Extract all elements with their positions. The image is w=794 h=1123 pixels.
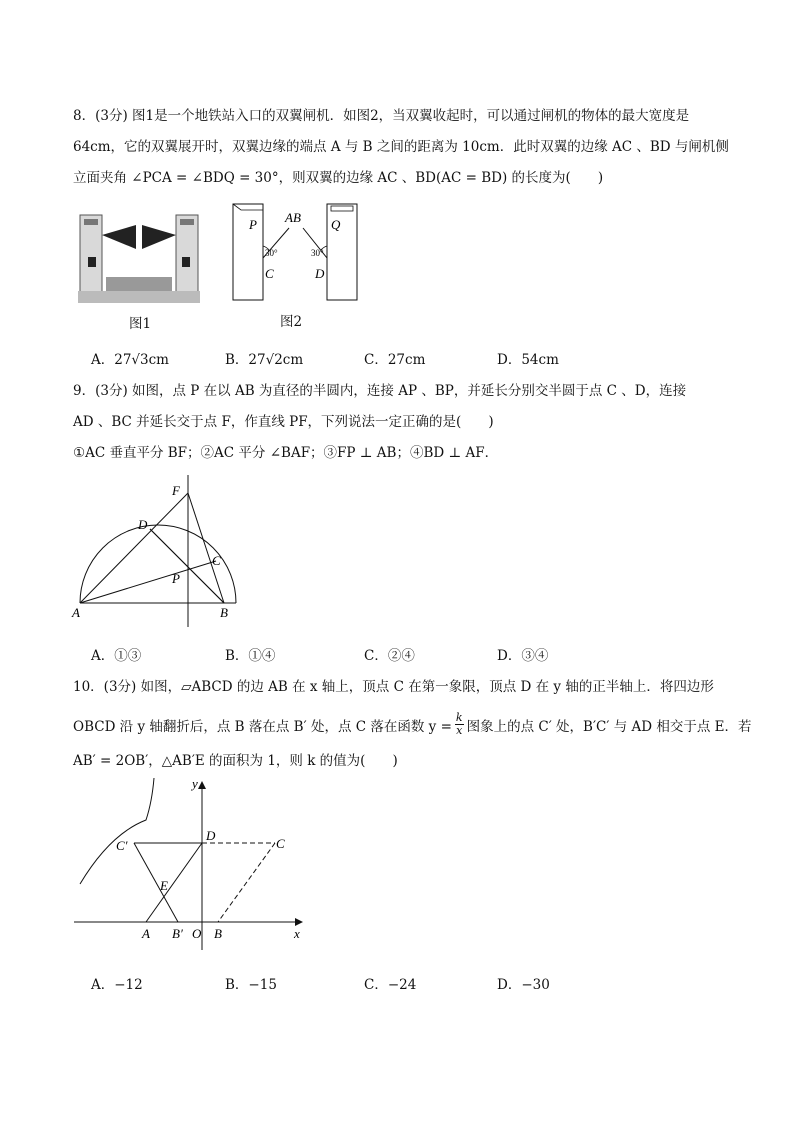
q8-option-c[interactable]: C．27cm xyxy=(364,352,426,368)
q10-fraction xyxy=(455,712,464,737)
q9-line-1: 9．(3分) 如图，点 P 在以 AB 为直径的半圆内，连接 AP 、BP，并延长分别交半圆于点 C 、D，连接 xyxy=(73,383,687,399)
q10-line-3: AB′ = 2OB′，△AB′E 的面积为 1，则 k 的值为( ) xyxy=(73,753,398,769)
fig2-angle-right: 30° xyxy=(311,248,324,258)
q10-figure-coordinate xyxy=(70,772,310,952)
q10-label-c-prime: C′ xyxy=(116,838,128,853)
q8-fig1-caption: 图1 xyxy=(129,316,152,332)
q10-label-o: O xyxy=(192,926,202,941)
q8-fig2-caption: 图2 xyxy=(280,314,303,330)
q10-frac-den: x xyxy=(456,724,463,737)
q9-option-a[interactable]: A．①③ xyxy=(91,648,142,664)
fig2-label-p: P xyxy=(249,217,257,232)
q10-line-1: 10．(3分) 如图，▱ABCD 的边 AB 在 x 轴上，顶点 C 在第一象限，顶点 D 在 y 轴的正半轴上．将四边形 xyxy=(73,679,714,695)
fig2-label-ab: AB xyxy=(285,210,301,225)
q9-line-3: ①AC 垂直平分 BF；②AC 平分 ∠BAF；③FP ⊥ AB；④BD ⊥ AF． xyxy=(73,445,499,461)
q10-label-c: C xyxy=(276,836,285,851)
q10-label-a: A xyxy=(142,926,150,941)
q8-line-2: 64cm，它的双翼展开时，双翼边缘的端点 A 与 B 之间的距离为 10cm．此时双翼的边缘 AC 、BD 与闸机侧 xyxy=(73,139,729,155)
q10-option-c[interactable]: C．−24 xyxy=(364,977,417,993)
q8-option-a[interactable]: A．27√3cm xyxy=(91,352,169,368)
q9-label-d: D xyxy=(138,517,148,532)
q9-figure-semicircle xyxy=(66,475,246,635)
q8-option-b[interactable]: B．27√2cm xyxy=(225,352,304,368)
q9-option-b[interactable]: B．①④ xyxy=(225,648,276,664)
q9-label-b: B xyxy=(220,605,228,620)
q9-label-c: C xyxy=(212,553,221,568)
q8-line-1: 8．(3分) 图1是一个地铁站入口的双翼闸机．如图2，当双翼收起时，可以通过闸机的物体的最大宽度是 xyxy=(73,108,690,124)
q10-line-2 xyxy=(73,712,752,737)
q10-label-d: D xyxy=(206,828,216,843)
q10-label-y: y xyxy=(192,776,198,791)
fig2-label-c: C xyxy=(265,266,274,281)
q9-line-2: AD 、BC 并延长交于点 F，作直线 PF，下列说法一定正确的是( ) xyxy=(73,414,494,430)
q8-option-d[interactable]: D．54cm xyxy=(497,352,559,368)
q9-option-c[interactable]: C．②④ xyxy=(364,648,415,664)
q10-label-e: E xyxy=(160,878,168,893)
fig2-label-q: Q xyxy=(331,217,341,232)
q8-line-3: 立面夹角 ∠PCA = ∠BDQ = 30°，则双翼的边缘 AC 、BD(AC = BD) 的长度为( ) xyxy=(73,170,604,186)
q10-option-d[interactable]: D．−30 xyxy=(497,977,550,993)
q9-option-d[interactable]: D．③④ xyxy=(497,648,549,664)
q10-line-2b: 图象上的点 C′ 处，B′C′ 与 AD 相交于点 E．若 xyxy=(466,718,752,735)
q8-figure-1-photo xyxy=(78,205,200,305)
q9-label-a: A xyxy=(72,605,80,620)
q10-frac-num: k xyxy=(455,711,463,724)
q9-label-p: P xyxy=(172,571,180,586)
q10-option-b[interactable]: B．−15 xyxy=(225,977,277,993)
q10-line-2a: OBCD 沿 y 轴翻折后，点 B 落在点 B′ 处，点 C 落在函数 y = xyxy=(73,718,452,735)
q10-label-b: B xyxy=(214,926,222,941)
q8-figure-2-diagram xyxy=(225,198,365,304)
q9-label-f: F xyxy=(172,483,180,498)
q10-label-x: x xyxy=(294,926,300,941)
fig2-angle-left: 30° xyxy=(265,248,278,258)
q10-option-a[interactable]: A．−12 xyxy=(91,977,143,993)
q10-label-b-prime: B′ xyxy=(172,926,183,941)
fig2-label-d: D xyxy=(315,266,325,281)
